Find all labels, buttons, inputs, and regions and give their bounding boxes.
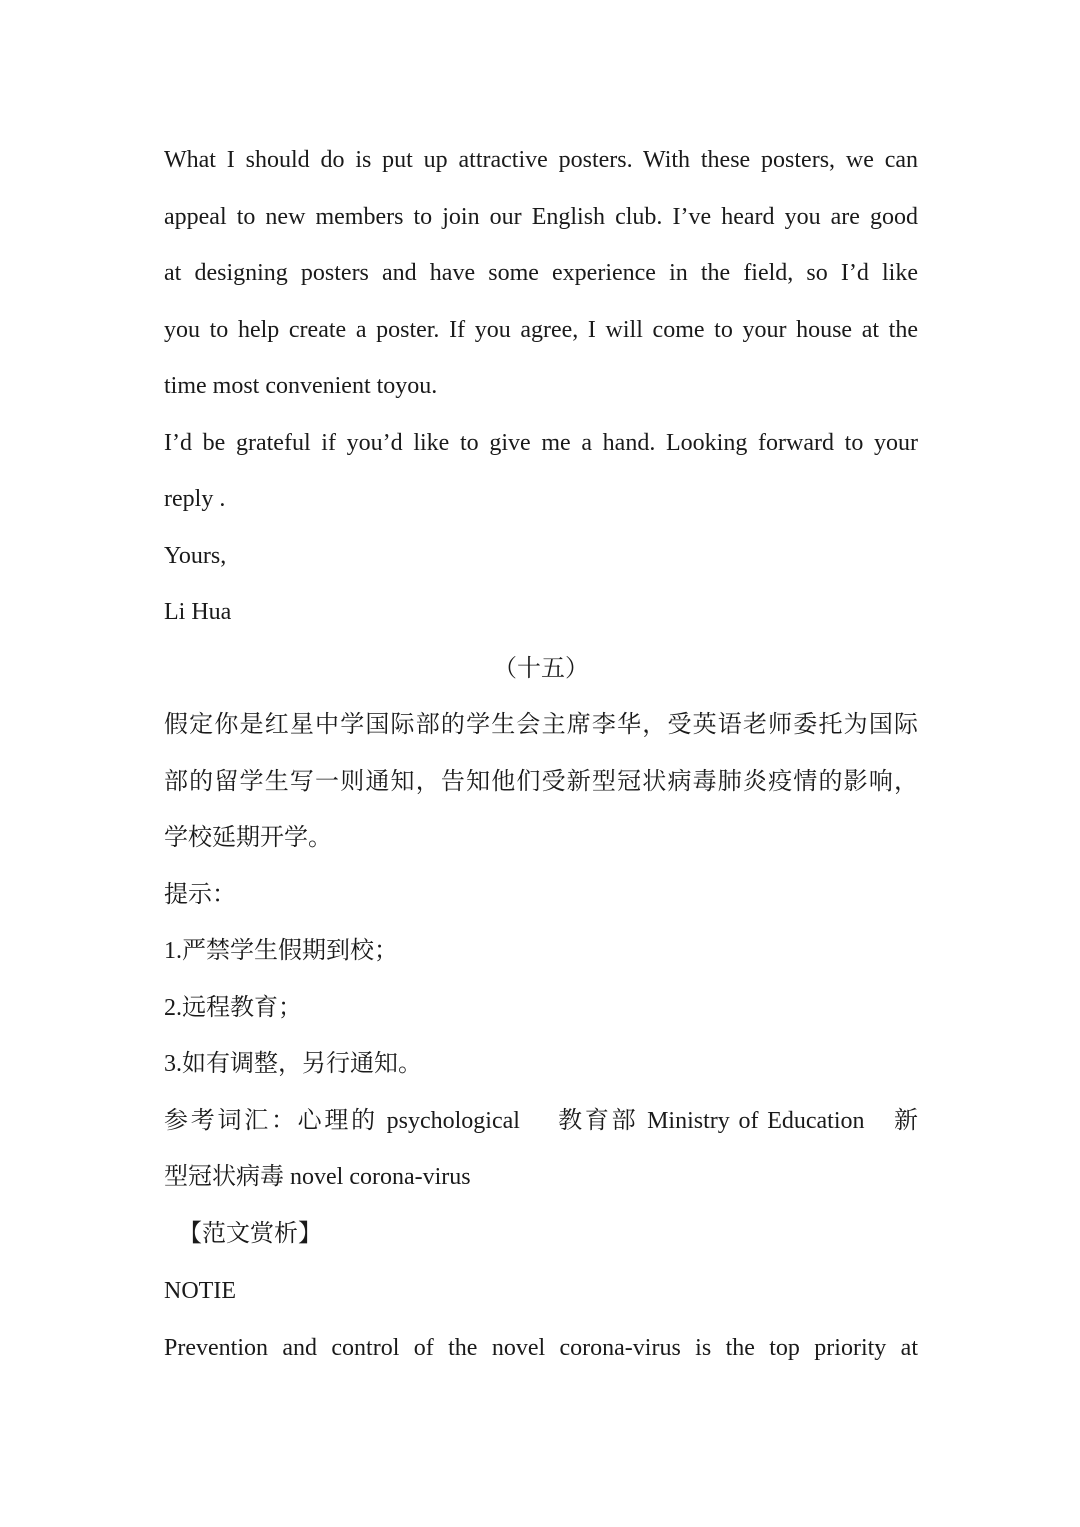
vocab-line-1: 参考词汇：心理的 psychological 教育部 Ministry of Education 新 [164, 1108, 918, 1134]
prompt-line-2: 部的留学生写一则通知，告知他们受新型冠状病毒肺炎疫情的影响， [164, 769, 918, 795]
prompt-line-1: 假定你是红星中学国际部的学生会主席李华，受英语老师委托为国际 [164, 712, 918, 738]
letter-line-1: What I should do is put up attractive posters. With these posters, we can [164, 147, 918, 173]
prompt-line-3: 学校延期开学。 [164, 825, 332, 851]
model-essay-line-1: Prevention and control of the novel corona-virus is the top priority at [164, 1335, 918, 1361]
sign-off: Yours, [164, 543, 227, 569]
letter-line-2: appeal to new members to join our English club. I’ve heard you are good [164, 204, 918, 230]
letter-line-5: time most convenient toyou. [164, 373, 438, 399]
model-essay-label: 【范文赏析】 [178, 1221, 322, 1247]
hint-item-1: 1.严禁学生假期到校； [164, 938, 398, 964]
signature: Li Hua [164, 599, 232, 625]
closing-line-1: I’d be grateful if you’d like to give me a hand. Looking forward to your [164, 430, 918, 456]
vocab-line-2: 型冠状病毒 novel corona-virus [164, 1164, 471, 1190]
closing-line-2: reply . [164, 486, 226, 512]
hint-item-2: 2.远程教育； [164, 995, 302, 1021]
letter-line-3: at designing posters and have some experience in the field, so I’d like [164, 260, 918, 286]
letter-line-4: you to help create a poster. If you agree, I will come to your house at the [164, 317, 918, 343]
model-essay-title: NOTIE [164, 1278, 236, 1304]
section-heading: （十五） [493, 656, 589, 682]
hint-item-3: 3.如有调整，另行通知。 [164, 1051, 422, 1077]
hint-label: 提示： [164, 882, 236, 908]
